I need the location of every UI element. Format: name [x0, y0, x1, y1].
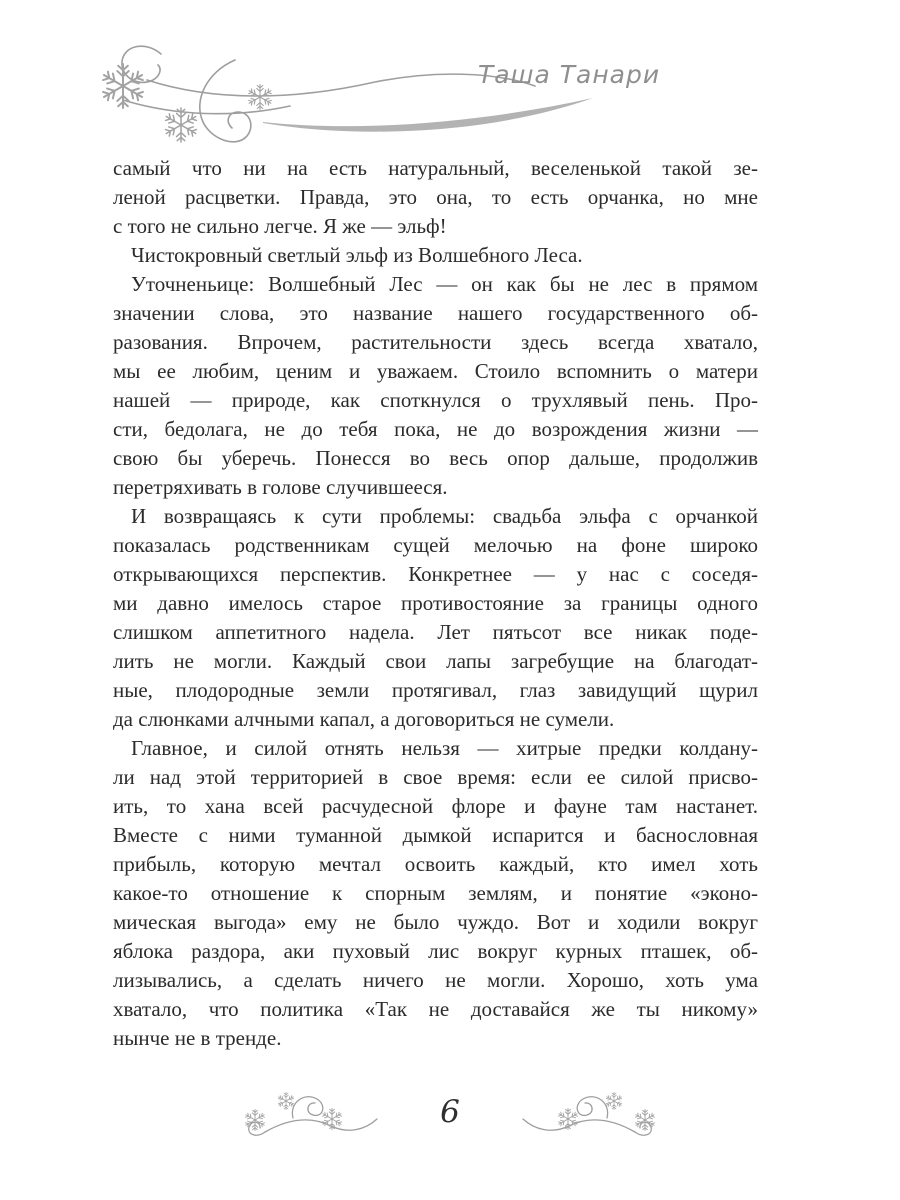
text-line: нашей — природе, как споткнулся о трухлявый пень. Про-	[113, 388, 758, 412]
text-line: Уточненьице: Волшебный Лес — он как бы не лес в прямом	[131, 272, 758, 296]
text-line: да слюнками алчными капал, а договориться не сумели.	[113, 707, 615, 731]
text-line: показалась родственникам сущей мелочью на фоне широко	[113, 533, 758, 557]
footer-flourish-left-icon	[243, 1092, 383, 1142]
text-line: мы ее любим, ценим и уважаем. Стоило вспомнить о матери	[113, 359, 758, 383]
text-line: нынче не в тренде.	[113, 1026, 282, 1050]
text-line: ми давно имелось старое противостояние за границы одного	[113, 591, 758, 615]
text-line: сти, бедолага, не до тебя пока, не до возрождения жизни —	[113, 417, 758, 441]
text-line: прибыль, которую мечтал освоить каждый, кто имел хоть	[113, 852, 758, 876]
text-line: перетряхивать в голове случившееся.	[113, 475, 448, 499]
text-line: ить, то хана всей расчудесной флоре и фауне там настанет.	[113, 794, 758, 818]
snowflake-icon	[101, 64, 145, 108]
swoosh-stroke	[263, 98, 593, 132]
text-line: самый что ни на есть натуральный, веселенькой такой зе-	[113, 156, 758, 180]
snowflake-icon	[278, 1093, 295, 1110]
body-text	[113, 154, 758, 1053]
text-line: Вместе с ними туманной дымкой испарится и баснословная	[113, 823, 758, 847]
snowflake-icon	[245, 1110, 266, 1131]
text-line: лить не могли. Каждый свои лапы загребущие на благодат-	[113, 649, 758, 673]
text-line: ные, плодородные земли протягивал, глаз завидущий щурил	[113, 678, 758, 702]
text-line: какое-то отношение к спорным землям, и понятие «эконо-	[113, 881, 758, 905]
text-line: Чистокровный светлый эльф из Волшебного Леса.	[131, 243, 583, 267]
text-line: И возвращаясь к сути проблемы: свадьба эльфа с орчанкой	[131, 504, 758, 528]
text-line: открывающихся перспектив. Конкретнее — у нас с соседя-	[113, 562, 758, 586]
text-line: с того не сильно легче. Я же — эльф!	[113, 214, 447, 238]
snowflake-icon	[322, 1109, 343, 1130]
text-line: значении слова, это название нашего государственного об-	[113, 301, 758, 325]
running-header-author: Таша Танари	[478, 60, 661, 89]
page-number: 6	[440, 1094, 460, 1130]
text-line: леной расцветки. Правда, это она, то есть орчанка, но мне	[113, 185, 758, 209]
text-line: слишком аппетитного надела. Лет пятьсот все никак поде-	[113, 620, 758, 644]
snowflake-icon	[606, 1093, 623, 1110]
snowflake-icon	[635, 1110, 656, 1131]
snowflake-icon	[558, 1109, 579, 1130]
text-line: свою бы уберечь. Понесся во весь опор дальше, продолжив	[113, 446, 758, 470]
text-line: хватало, что политика «Так не доставайся же ты никому»	[113, 997, 758, 1021]
text-line: разования. Впрочем, растительности здесь всегда хватало,	[113, 330, 758, 354]
footer-flourish-right-icon	[517, 1092, 657, 1142]
text-line: яблока раздора, аки пуховый лис вокруг курных пташек, об-	[113, 939, 758, 963]
text-line: ли над этой территорией в свое время: если ее силой присво-	[113, 765, 758, 789]
text-line: лизывались, а сделать ничего не могли. Хорошо, хоть ума	[113, 968, 758, 992]
text-line: Главное, и силой отнять нельзя — хитрые предки колдану-	[131, 736, 758, 760]
text-line: мическая выгода» ему не было чуждо. Вот и ходили вокруг	[113, 910, 758, 934]
